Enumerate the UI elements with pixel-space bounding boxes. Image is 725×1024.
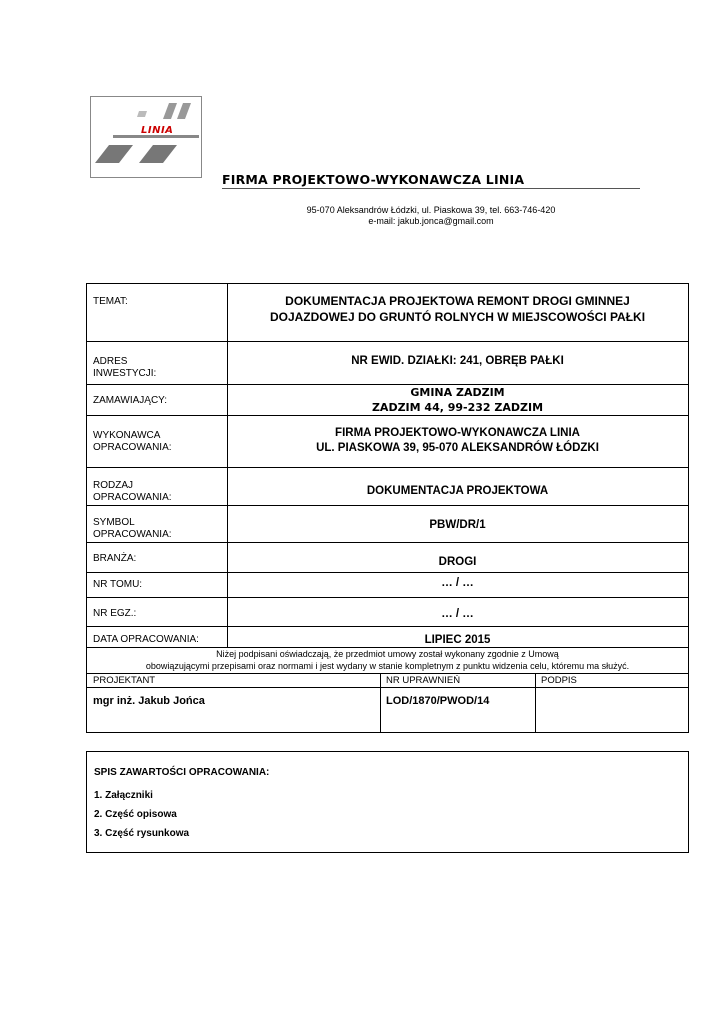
project-info-table (86, 283, 689, 733)
logo-text: LINIA (141, 125, 174, 136)
row-nr-tomu (87, 573, 688, 598)
toc-item: 3. Część rysunkowa (94, 828, 190, 839)
rodzaj-label-line2: OPRACOWANIA: (93, 492, 172, 503)
company-address: 95-070 Aleksandrów Łódzki, ul. Piaskowa 39, tel. 663-746-420 (306, 205, 556, 215)
row-data (87, 627, 688, 648)
row-symbol (87, 506, 688, 543)
row-adres (87, 342, 688, 385)
data-value: LIPIEC 2015 (424, 634, 491, 646)
row-wykonawca (87, 416, 688, 468)
row-signature-values (87, 688, 688, 732)
company-logo (90, 96, 202, 178)
row-temat (87, 284, 688, 342)
toc-item: 2. Część opisowa (94, 809, 177, 820)
contents-title: SPIS ZAWARTOŚCI OPRACOWANIA: (94, 767, 270, 778)
adres-value: NR EWID. DZIAŁKI: 241, OBRĘB PAŁKI (351, 355, 564, 367)
wykonawca-label-line1: WYKONAWCA (93, 430, 161, 441)
wykonawca-value-line2: UL. PIASKOWA 39, 95-070 ALEKSANDRÓW ŁÓDZKI (316, 442, 599, 454)
uprawnien-header: NR UPRAWNIEŃ (386, 675, 461, 686)
uprawnien-value: LOD/1870/PWOD/14 (386, 695, 490, 707)
wykonawca-label-line2: OPRACOWANIA: (93, 442, 172, 453)
projektant-header: PROJEKTANT (93, 675, 156, 686)
egz-label: NR EGZ.: (93, 608, 137, 619)
symbol-label-line1: SYMBOL (93, 517, 135, 528)
tom-value: … / … (441, 577, 474, 589)
zamawiajacy-label: ZAMAWIAJĄCY: (93, 395, 168, 406)
data-label: DATA OPRACOWANIA: (93, 634, 199, 645)
rodzaj-label-line1: RODZAJ (93, 480, 133, 491)
temat-value-line2: DOJAZDOWEJ DO GRUNTÓ ROLNYCH W MIEJSCOWOŚCI PAŁKI (269, 310, 646, 324)
header-divider (222, 188, 640, 189)
branza-label: BRANŻA: (93, 553, 137, 564)
row-statement (87, 648, 688, 674)
company-email: e-mail: jakub.jonca@gmail.com (368, 216, 494, 226)
projektant-value: mgr inż. Jakub Jońca (93, 695, 205, 707)
logo-graphic (91, 97, 203, 179)
tom-label: NR TOMU: (93, 579, 143, 590)
company-name: FIRMA PROJEKTOWO-WYKONAWCZA LINIA (222, 172, 525, 187)
row-signature-header (87, 674, 688, 688)
symbol-value: PBW/DR/1 (429, 519, 486, 531)
temat-value-line1: DOKUMENTACJA PROJEKTOWA REMONT DROGI GMINNEJ (285, 294, 630, 308)
table-of-contents (86, 751, 689, 853)
row-rodzaj (87, 468, 688, 506)
adres-label-line1: ADRES (93, 356, 128, 367)
podpis-header: PODPIS (541, 675, 577, 686)
rodzaj-value: DOKUMENTACJA PROJEKTOWA (366, 485, 549, 497)
zamawiajacy-value-line2: ZADZIM 44, 99-232 ZADZIM (371, 401, 544, 414)
statement-line1: Niżej podpisani oświadczają, że przedmiot umowy został wykonany zgodnie z Umową (216, 649, 559, 659)
row-zamawiajacy (87, 385, 688, 416)
branza-value: DROGI (438, 556, 477, 568)
row-nr-egz (87, 598, 688, 627)
toc-item: 1. Załączniki (94, 790, 153, 801)
statement-line2: obowiązującymi przepisami oraz normami i jest wydany w stanie kompletnym z punktu widzenia celu, któremu ma służyć. (145, 661, 630, 671)
symbol-label-line2: OPRACOWANIA: (93, 529, 172, 540)
wykonawca-value-line1: FIRMA PROJEKTOWO-WYKONAWCZA LINIA (335, 427, 580, 439)
adres-label-line2: INWESTYCJI: (93, 368, 157, 379)
egz-value: … / … (441, 608, 474, 620)
zamawiajacy-value-line1: GMINA ZADZIM (410, 386, 505, 399)
temat-label: TEMAT: (93, 296, 128, 307)
row-branza (87, 543, 688, 573)
